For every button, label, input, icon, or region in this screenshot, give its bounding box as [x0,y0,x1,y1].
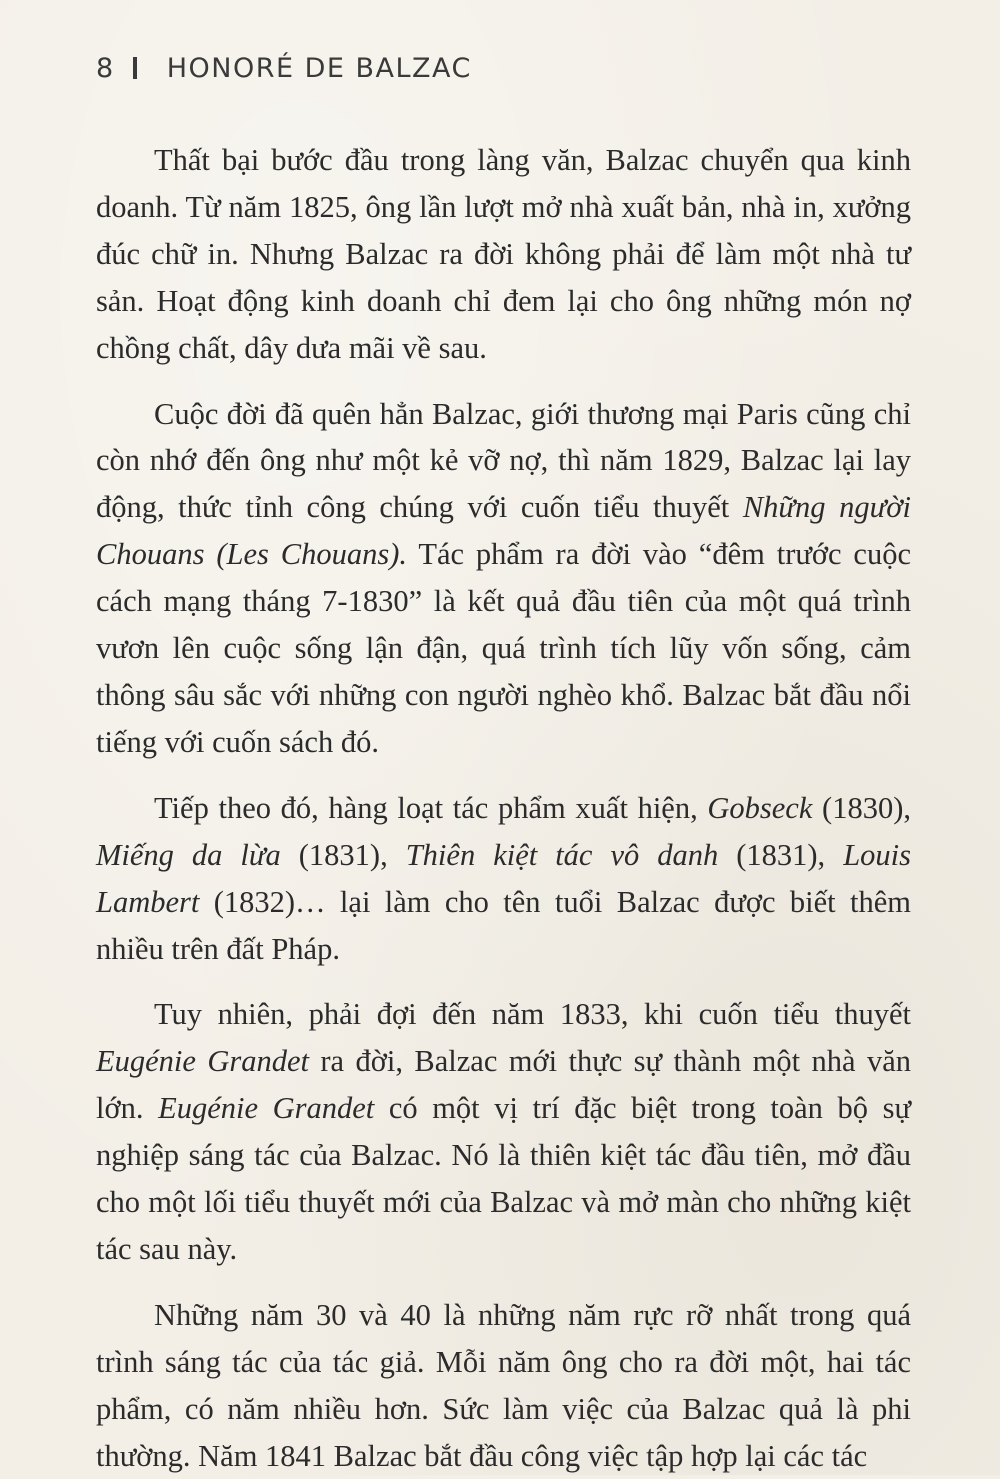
paragraph-5-text: Những năm 30 và 40 là những năm rực rỡ nhất trong quá trình sáng tác của tác giả. Mỗi năm ông cho ra đời một, hai tác phẩm, có năm nhiều hơn. Sức làm việc của Balzac quả là phi thường. Năm 1841 Balzac bắt đầu công việc tập hợp lại các tác [96,1297,911,1473]
paragraph-5 [96,1292,911,1479]
header-separator [133,57,137,79]
paragraph-3-text-4: (1831), [718,837,844,872]
page-number: 8 [96,52,115,84]
paragraph-4-text-3: có một vị trí đặc biệt trong toàn bộ sự nghiệp sáng tác của Balzac. Nó là thiên kiệt tác đầu tiên, mở đầu cho một lối tiểu thuyết mới của Balzac và mở màn cho những kiệt tác sau này. [96,1091,911,1266]
paragraph-2-text-1: Cuộc đời đã quên hẳn Balzac, giới thương mại Paris cũng chỉ còn nhớ đến ông như một kẻ vỡ nợ, thì năm 1829, Balzac lại lay động, thức tỉnh công chúng với cuốn tiểu thuyết [96,396,911,525]
paragraph-1-text: Thất bại bước đầu trong làng văn, Balzac chuyển qua kinh doanh. Từ năm 1825, ông lần lượt mở nhà xuất bản, nhà in, xưởng đúc chữ in. Nhưng Balzac ra đời không phải để làm một nhà tư sản. Hoạt động kinh doanh chỉ đem lại cho ông những món nợ chồng chất, dây dưa mãi về sau. [96,143,911,365]
paragraph-2-title-1: Những người Chouans (Les Chouans). [96,490,911,572]
paragraph-3-text-1: Tiếp theo đó, hàng loạt tác phẩm xuất hiện, [154,790,708,825]
paragraph-4-title-1: Eugénie Grandet [96,1044,309,1079]
running-header [96,48,472,88]
paragraph-1 [96,137,911,372]
paragraph-3-text-2: (1830), [812,790,911,825]
paragraph-3-title-4: Louis Lambert [96,837,911,919]
paragraph-2 [96,391,911,766]
body-text [96,137,911,1479]
paragraph-4 [96,991,911,1272]
paragraph-3-text-3: (1831), [280,837,406,872]
paragraph-3 [96,785,911,973]
paragraph-3-title-1: Gobseck [707,790,813,825]
paragraph-4-text-2: ra đời, Balzac mới thực sự thành một nhà văn lớn. [96,1044,911,1126]
header-author: HONORÉ DE BALZAC [166,52,472,84]
paragraph-3-title-3: Thiên kiệt tác vô danh [405,837,719,872]
paragraph-4-title-2: Eugénie Grandet [158,1091,375,1126]
paragraph-4-text-1: Tuy nhiên, phải đợi đến năm 1833, khi cuốn tiểu thuyết [154,997,911,1032]
paragraph-3-text-5: (1832)… lại làm cho tên tuổi Balzac được biết thêm nhiều trên đất Pháp. [96,884,911,966]
paragraph-3-title-2: Miếng da lừa [96,837,281,872]
paragraph-2-text-2: Tác phẩm ra đời vào “đêm trước cuộc cách mạng tháng 7-1830” là kết quả đầu tiên của một quá trình vươn lên cuộc sống lận đận, quá trình tích lũy vốn sống, cảm thông sâu sắc với những con người nghèo khổ. Balzac bắt đầu nổi tiếng với cuốn sách đó. [96,537,912,759]
